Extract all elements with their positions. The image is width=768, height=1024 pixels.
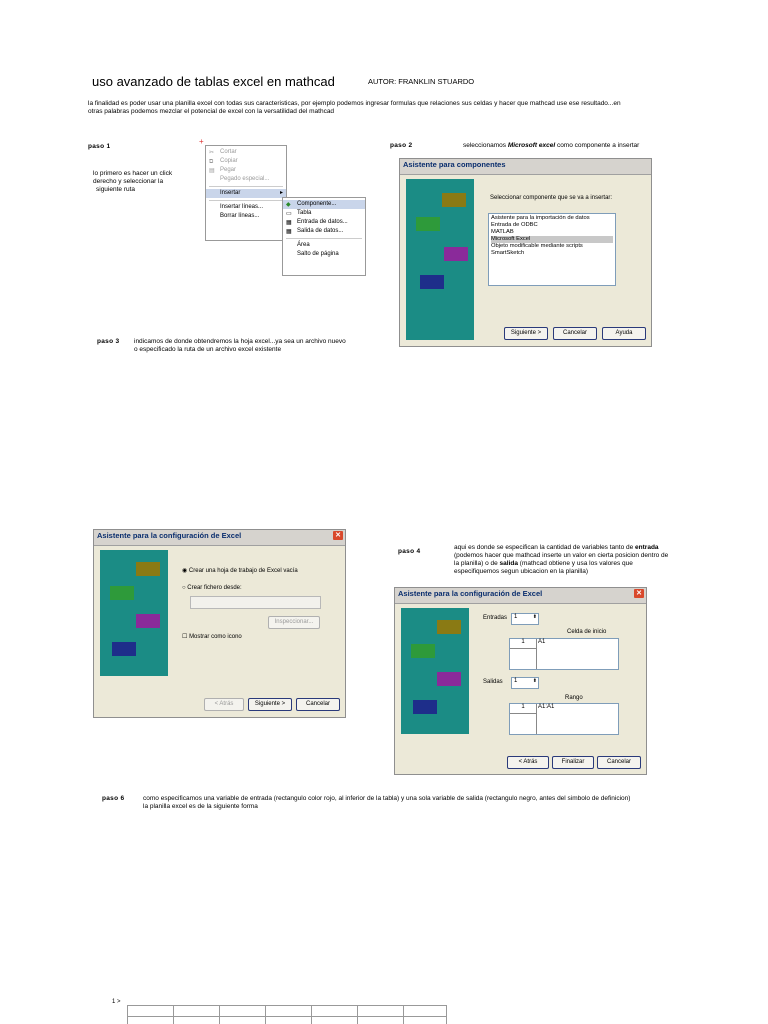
help-button[interactable]: Ayuda [602, 327, 646, 340]
row-number: 1 [510, 639, 537, 649]
paso3-line1: indicamos de donde obtendremos la hoja excel...ya sea un archivo nuevo [134, 338, 346, 345]
menu-item-copiar[interactable]: ⧉ Copiar [209, 158, 238, 165]
show-as-icon-checkbox[interactable]: ☐ Mostrar como icono [182, 634, 242, 640]
menu-item-cortar[interactable]: ✂ Cortar [209, 149, 237, 156]
dialog-title: Asistente para la configuración de Excel ✕ [94, 530, 345, 546]
piece-olive [136, 562, 160, 576]
piece-purple [136, 614, 160, 628]
piece-green [110, 586, 134, 600]
close-icon[interactable]: ✕ [634, 589, 644, 598]
inputs-label: Entradas [483, 615, 508, 621]
component-prompt: Seleccionar componente que se va a insertar: [490, 195, 613, 201]
menu-item-borrar-lineas[interactable]: Borrar líneas... [220, 213, 260, 219]
cursor-cross-icon: + [199, 137, 204, 146]
piece-purple [437, 672, 461, 686]
spin-arrows-icon[interactable]: ⬍ [532, 614, 537, 620]
start-cell-table [509, 638, 619, 670]
paso4-line2: (podemos hacer que mathcad inserte un valor en cierta posicion dentro de [454, 552, 669, 559]
list-item-selected[interactable]: Microsoft Excel [491, 236, 613, 243]
file-path-input[interactable] [190, 596, 321, 609]
menu-item-pegar[interactable]: ▤ Pegar [209, 167, 237, 174]
submenu-componente[interactable]: ◆ Componente... [283, 200, 365, 209]
start-cell-value[interactable]: A1 [538, 639, 546, 645]
paso1-line2: derecho y seleccionar la [93, 178, 164, 185]
piece-purple [444, 247, 468, 261]
copy-icon: ⧉ [209, 159, 214, 165]
component-list[interactable] [488, 213, 616, 286]
list-item[interactable]: Asistente para la importación de datos [491, 215, 590, 221]
paso2-label: paso 2 [390, 142, 413, 149]
dialog-title: Asistente para componentes [400, 159, 651, 175]
grid-lines [127, 1005, 447, 1024]
paso4-text [454, 544, 714, 576]
context-menu [205, 145, 287, 241]
intro-text [88, 100, 718, 116]
spin-arrows-icon[interactable]: ⬍ [532, 678, 537, 684]
paso4-line1: aqui es donde se especifican la cantidad de variables tanto de entrada [454, 544, 659, 551]
paso3-label: paso 3 [97, 338, 120, 345]
finish-button[interactable]: Finalizar [552, 756, 594, 769]
piece-olive [442, 193, 466, 207]
paso3-line2: o especificado la ruta de un archivo excel existente [134, 346, 282, 353]
input-data-icon: ▦ [286, 220, 292, 226]
submenu-entrada-datos[interactable]: ▦ Entrada de datos... [286, 219, 348, 226]
component-icon: ◆ [286, 202, 291, 208]
range-table [509, 703, 619, 735]
outputs-label: Salidas [483, 679, 503, 685]
output-data-icon: ▦ [286, 229, 292, 235]
paso6-text [143, 795, 743, 811]
cancel-button[interactable]: Cancelar [553, 327, 597, 340]
paso1-text [93, 170, 172, 194]
menu-item-pegado-especial[interactable]: Pegado especial... [220, 176, 270, 182]
intro-line-1: la finalidad es poder usar una planilla excel con todas sus caracteristicas, por ejemplo podemos ingresar formulas que relaciones sus celdas y hacer que mathcad use ese resultado...en [88, 100, 621, 107]
start-cell-label: Celda de inicio [567, 629, 607, 635]
paso4-line4: especifiquemos segun ubicacion en la planilla) [454, 568, 589, 575]
insert-submenu [282, 197, 366, 276]
piece-green [416, 217, 440, 231]
submenu-salto-pagina[interactable]: Salto de página [297, 251, 339, 257]
piece-olive [437, 620, 461, 634]
paso4-label: paso 4 [398, 548, 421, 555]
puzzle-pieces-icon [401, 608, 469, 734]
list-item[interactable]: Objeto modificable mediante scripts [491, 243, 583, 249]
outputs-stepper[interactable]: 1 ⬍ [511, 677, 539, 689]
paso6-line1: como especificamos una variable de entrada (rectangulo color rojo, al inferior de la tabla) y una sola variable de salida (rectangulo negro, antes del simbolo de definicion) [143, 795, 631, 802]
list-item[interactable]: Entrada de ODBC [491, 222, 538, 228]
menu-item-insertar-lineas[interactable]: Insertar líneas... [220, 204, 264, 210]
inputs-stepper[interactable]: 1 ⬍ [511, 613, 539, 625]
components-dialog [399, 158, 652, 347]
scissors-icon: ✂ [209, 150, 215, 156]
range-label: Rango [565, 695, 583, 701]
paso4-line3: la planilla) o de salida (mathcad obtiene y usa los valores que [454, 560, 633, 567]
cancel-button[interactable]: Cancelar [597, 756, 641, 769]
paso6-line2: la planilla excel es de la siguiente forma [143, 803, 258, 810]
radio-empty-sheet[interactable]: ◉ Crear una hoja de trabajo de Excel vacía [182, 568, 298, 574]
back-button[interactable]: < Atrás [204, 698, 244, 711]
spreadsheet-grid [127, 1005, 447, 1024]
paste-icon: ▤ [209, 168, 215, 174]
piece-blue [420, 275, 444, 289]
intro-line-2: otras palabras podemos mezclar el potencial de excel con la versatilidad del mathcad [88, 108, 335, 115]
table-icon: ▭ [286, 211, 292, 217]
puzzle-pieces-icon [406, 179, 474, 340]
excel-config-dialog-2 [394, 587, 647, 775]
puzzle-pieces-icon [100, 550, 168, 676]
page-title: uso avanzado de tablas excel en mathcad [92, 74, 335, 89]
radio-icon: ○ [182, 585, 186, 591]
piece-blue [413, 700, 437, 714]
cancel-button[interactable]: Cancelar [296, 698, 340, 711]
submenu-arrow-icon: ▸ [279, 190, 283, 196]
browse-button[interactable]: Inspeccionar... [268, 616, 320, 629]
puzzle-illustration [406, 179, 474, 340]
excel-config-dialog-1 [93, 529, 346, 718]
paso6-label: paso 6 [102, 795, 125, 802]
radio-from-file[interactable]: ○ Crear fichero desde: [182, 585, 242, 591]
next-button[interactable]: Siguiente > [248, 698, 292, 711]
range-value[interactable]: A1:A1 [538, 704, 555, 710]
list-item[interactable]: MATLAB [491, 229, 514, 235]
row-number: 1 [510, 704, 537, 714]
author: AUTOR: FRANKLIN STUARDO [368, 77, 475, 86]
paso3-text [134, 338, 346, 354]
radio-selected-icon: ◉ [182, 568, 188, 574]
menu-item-insertar[interactable]: Insertar ▸ [206, 189, 286, 198]
piece-blue [112, 642, 136, 656]
piece-green [411, 644, 435, 658]
submenu-salida-datos[interactable]: ▦ Salida de datos... [286, 228, 344, 235]
back-button[interactable]: < Atrás [507, 756, 549, 769]
list-item[interactable]: SmartSketch [491, 250, 525, 256]
close-icon[interactable]: ✕ [333, 531, 343, 540]
paso2-text: seleccionamos Microsoft excel como componente a insertar [463, 142, 640, 149]
submenu-tabla[interactable]: ▭ Tabla [286, 210, 312, 217]
puzzle-illustration [100, 550, 168, 676]
next-button[interactable]: Siguiente > [504, 327, 548, 340]
paso1-line1: lo primero es hacer un click [93, 170, 173, 177]
submenu-area[interactable]: Área [297, 242, 310, 248]
puzzle-illustration [401, 608, 469, 734]
paso1-label: paso 1 [88, 143, 111, 150]
paso1-line3: siguiente ruta [96, 186, 136, 193]
checkbox-icon: ☐ [182, 634, 188, 640]
dialog-title: Asistente para la configuración de Excel ✕ [395, 588, 646, 604]
footer-marker: 1 > [112, 999, 121, 1005]
